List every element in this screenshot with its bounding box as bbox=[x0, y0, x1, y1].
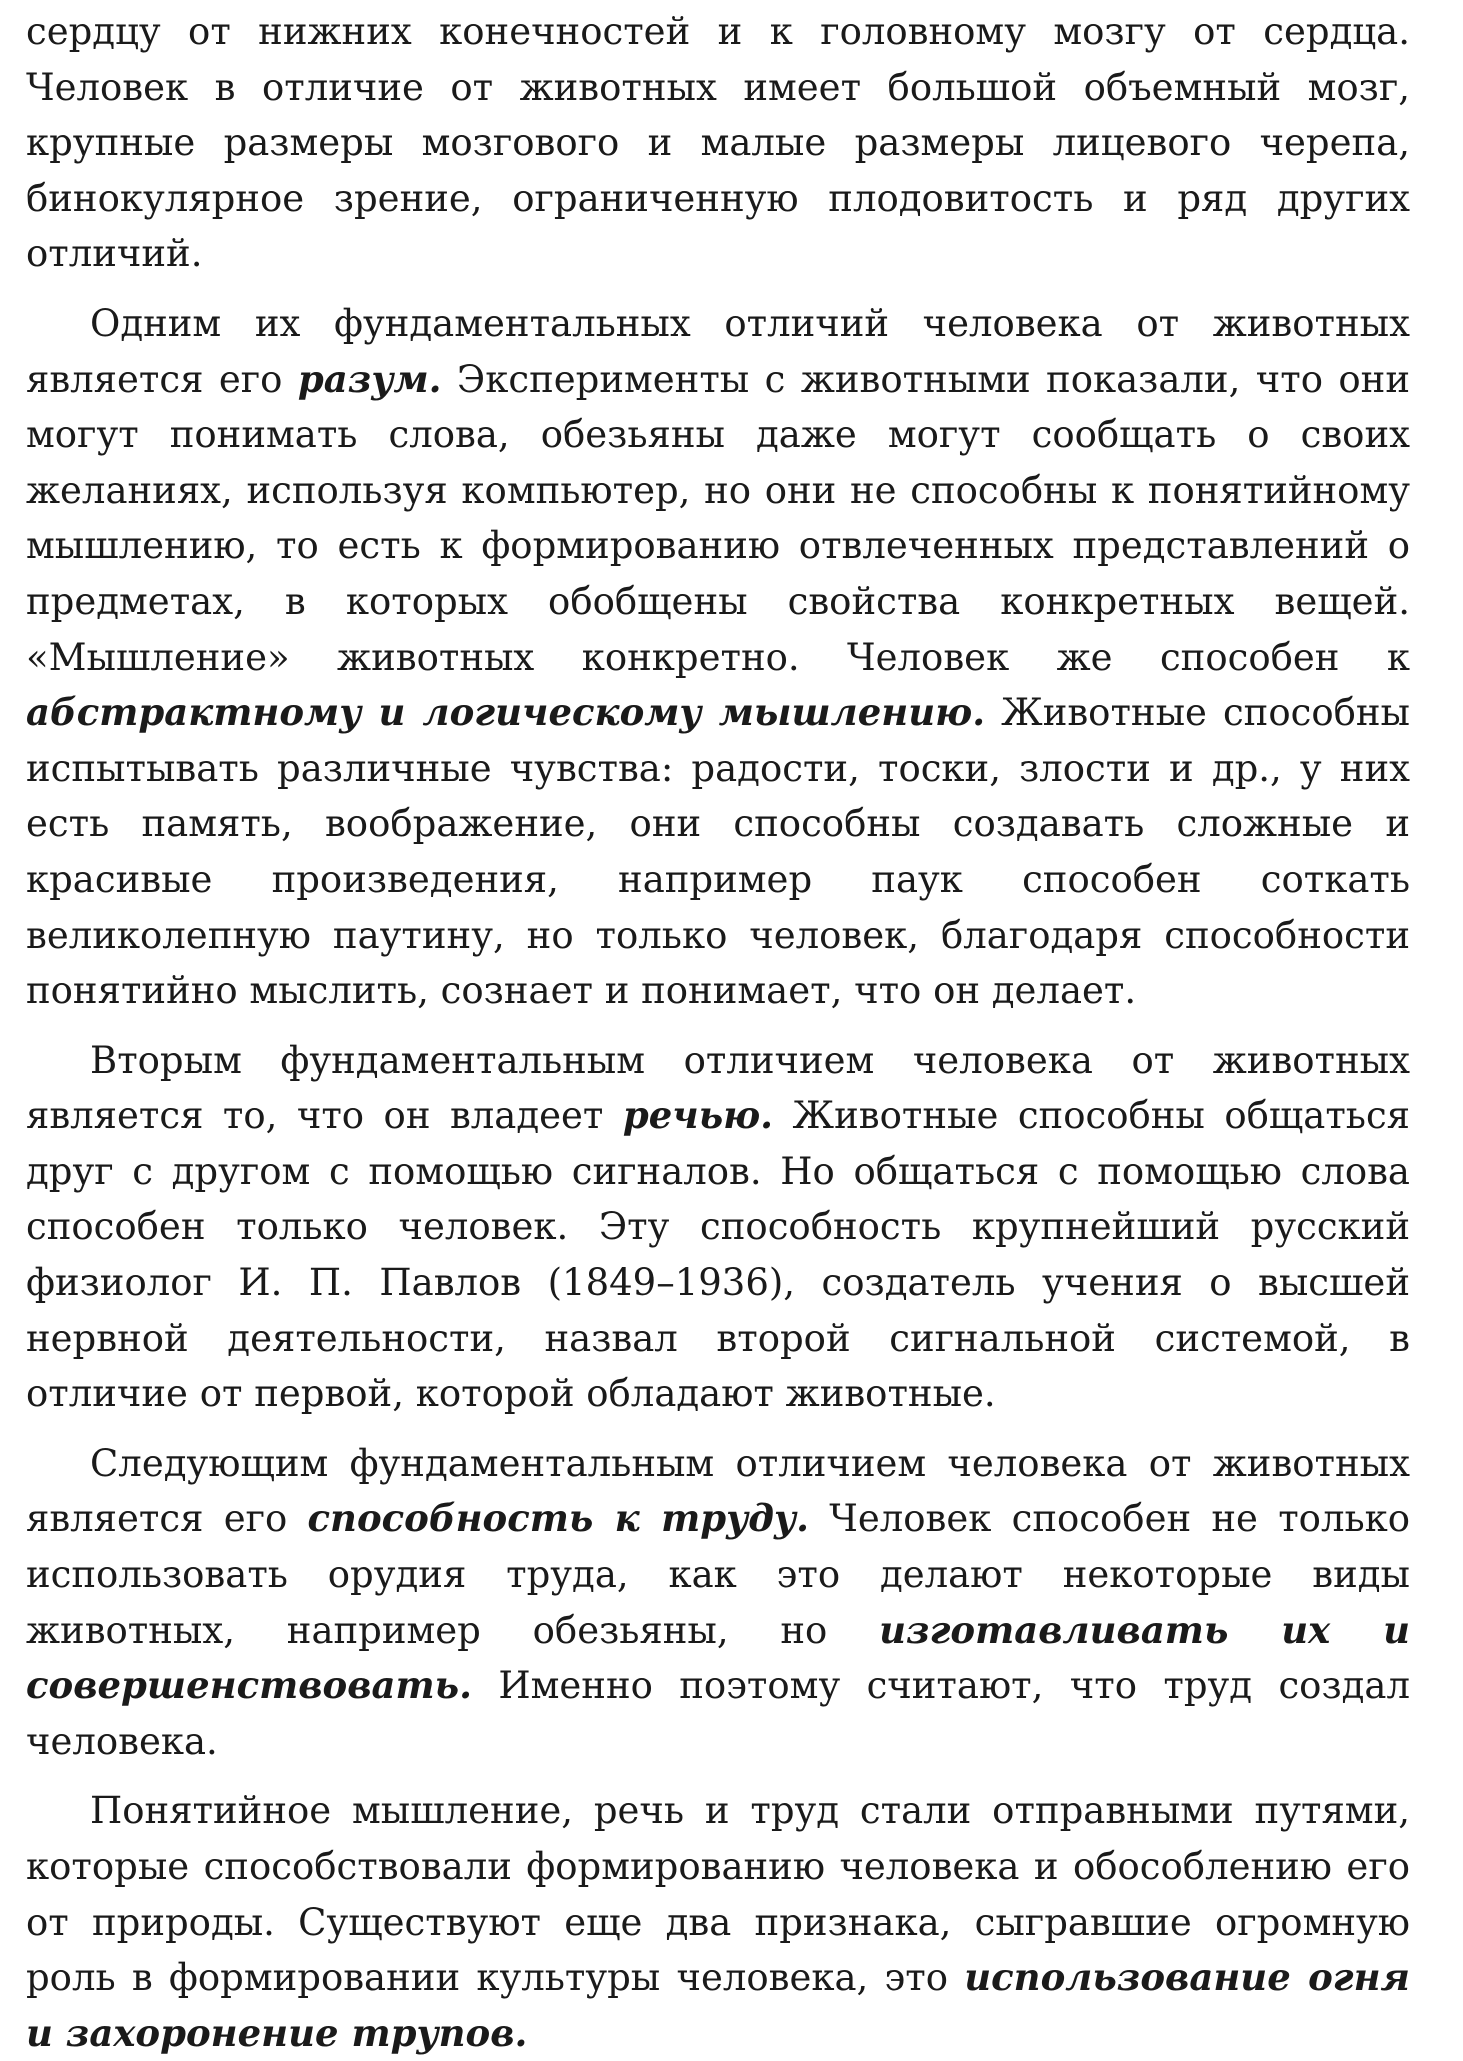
text-run: Человек способен не только использовать орудия труда, как это делают некоторые виды животных, например обезьяны, но bbox=[26, 1497, 1411, 1652]
paragraph-3 bbox=[26, 1033, 1410, 1422]
paragraph-4 bbox=[26, 1436, 1410, 1770]
paragraph-2 bbox=[26, 296, 1410, 1019]
text-run: Животные способны испытывать различные чувства: радости, тоски, злости и др., у них есть память, воображение, они способны создавать сложные и красивые произведения, например паук способен соткать великолепную паутину, но только человек, благодаря способности понятийно мыслить, сознает и понимает, что он делает. bbox=[26, 691, 1410, 1013]
emphasized-term: речью. bbox=[622, 1093, 774, 1138]
emphasized-term: использование огня и захоронение трупов. bbox=[26, 1955, 1410, 2055]
paragraph-1 bbox=[26, 4, 1410, 282]
text-run: сердцу от нижних конечностей и к головному мозгу от сердца. Человек в отличие от животных имеет большой объемный мозг, крупные размеры мозгового и малые размеры лицевого черепа, бинокулярное зрение, ограниченную плодовитость и ряд других отличий. bbox=[26, 10, 1410, 276]
paragraph-5 bbox=[26, 1783, 1410, 2061]
emphasized-term: способность к труду. bbox=[307, 1496, 809, 1541]
text-run: Вторым фундаментальным отличием человека от животных является то, что он владеет bbox=[26, 1038, 1410, 1138]
text-run: Животные способны общаться друг с другом с помощью сигналов. Но общаться с помощью слова способен только человек. Эту способность крупнейший русский физиолог И. П. Павлов (1849–1936), создатель учения о высшей нервной деятельности, назвал второй сигнальной системой, в отличие от первой, которой обладают животные. bbox=[26, 1094, 1411, 1416]
text-run: Одним их фундаментальных отличий человека от животных является его bbox=[26, 301, 1410, 401]
emphasized-term: абстрактному и логическому мышлению. bbox=[26, 690, 986, 735]
emphasized-term: изготавливать их и совершенствовать. bbox=[26, 1607, 1410, 1708]
emphasized-term: разум. bbox=[297, 356, 442, 401]
text-run: Эксперименты с животными показали, что они могут понимать слова, обезьяны даже могут сообщать о своих желаниях, используя компьютер, но они не способны к понятийному мышлению, то есть к формированию отвлеченных представлений о предметах, в которых обобщены свойства конкретных вещей. «Мышление» животных конкретно. Человек же способен к bbox=[26, 357, 1410, 679]
text-run: Именно поэтому считают, что труд создал человека. bbox=[26, 1664, 1410, 1763]
text-run: Следующим фундаментальным отличием человека от животных является его bbox=[26, 1441, 1410, 1541]
page-text bbox=[26, 4, 1410, 2061]
text-run: Понятийное мышление, речь и труд стали отправными путями, которые способствовали формированию человека и обособлению его от природы. Существуют еще два признака, сыгравшие огромную роль в формировании культуры человека, это bbox=[26, 1789, 1410, 2000]
